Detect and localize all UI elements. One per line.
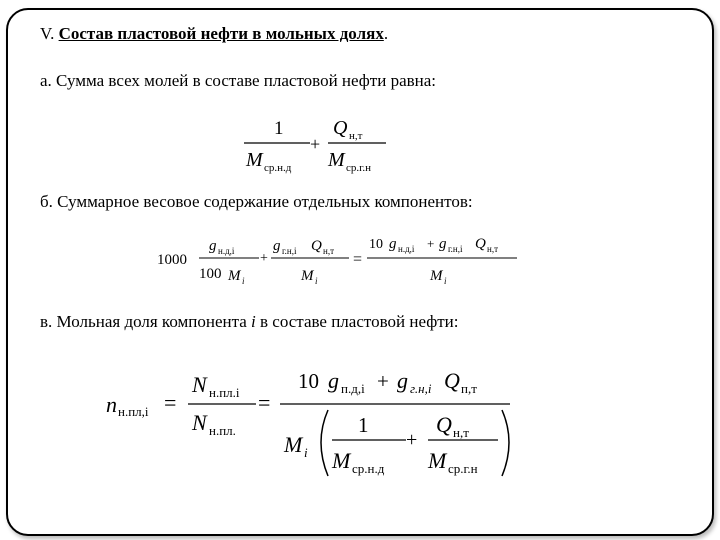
f2-M3: M (430, 268, 443, 284)
f3-right-paren (502, 410, 509, 476)
heading-title: Состав пластовой нефти в мольных долях (58, 24, 384, 43)
item-c-suffix: в составе пластовой нефти: (255, 312, 459, 331)
f2-sub-nt1: н,т (323, 246, 334, 256)
item-a-text: а. Сумма всех молей в составе пластовой нефти равна: (40, 71, 437, 90)
f2-sub-gni2: г.н,i (448, 244, 463, 254)
f3-eq2: = (258, 390, 271, 415)
f1-sub-nt: н,т (349, 130, 363, 142)
f2-10: 10 (369, 237, 383, 252)
f2-sub-i1: i (242, 276, 245, 286)
f3-one: 1 (358, 413, 369, 437)
item-c-text (40, 312, 458, 332)
f3-M3: M (428, 448, 447, 473)
f2-Q2: Q (475, 236, 486, 252)
f3-n: n (106, 392, 117, 417)
f3-sub-npli: н.пл,i (118, 404, 149, 419)
f3-g2: g (397, 368, 408, 393)
f3-10: 10 (298, 369, 319, 393)
section-heading (40, 24, 388, 44)
formula-weight-content (155, 230, 535, 290)
f3-M: M (284, 432, 303, 457)
f2-plus2: + (427, 236, 435, 251)
f3-sub-srgn: ср.г.н (448, 461, 478, 476)
f3-sub-Nnpli: н.пл.i (209, 385, 240, 400)
f3-g1: g (328, 368, 339, 393)
f3-M2: M (332, 448, 351, 473)
f3-sub-i: i (304, 445, 308, 460)
f2-g3: g (389, 236, 397, 252)
f2-g2: g (273, 238, 281, 254)
f2-g1: g (209, 238, 217, 254)
f3-plus1: + (377, 369, 389, 393)
f2-sub-ndi: н.д,i (218, 246, 235, 256)
f3-Q1: Q (444, 368, 460, 393)
f2-sub-gni: г.н,i (282, 246, 297, 256)
f2-plus1: + (260, 251, 268, 266)
item-c-prefix: в. Мольная доля компонента (40, 312, 252, 331)
f2-Q1: Q (311, 238, 322, 254)
f1-plus: + (310, 134, 321, 154)
f2-sub-i3: i (444, 276, 447, 286)
item-c-var: i (251, 312, 256, 331)
formula-moles-sum (240, 110, 440, 180)
f3-sub-gni: г.н,i (410, 381, 432, 396)
f2-sub-ndi2: н.д,i (398, 244, 415, 254)
f3-plus2: + (406, 429, 418, 451)
item-b-text: б. Суммарное весовое содержание отдельных компонентов: (40, 192, 473, 211)
f1-denominator-M2: M (328, 149, 345, 171)
f1-denominator-M: M (246, 149, 263, 171)
f3-Q2: Q (436, 412, 452, 437)
f3-N2: N (192, 410, 207, 435)
f1-numerator-1: 1 (274, 118, 284, 139)
formula-mole-fraction (100, 360, 520, 490)
f3-N1: N (192, 372, 207, 397)
f3-sub-nt: н,т (453, 425, 469, 440)
f2-sub-i2: i (315, 276, 318, 286)
f2-equals: = (353, 251, 363, 268)
heading-dot: . (383, 24, 389, 43)
f2-sub-nt2: н,т (487, 244, 498, 254)
f2-M2: M (301, 268, 314, 284)
f1-sub-srgn: ср.г.н (346, 162, 372, 174)
f2-100: 100 (199, 266, 222, 282)
f3-sub-Nnpl: н.пл. (209, 423, 236, 438)
f2-g4: g (439, 236, 447, 252)
f2-M1: M (228, 268, 241, 284)
heading-number: V. (40, 24, 55, 43)
f3-left-paren (321, 410, 328, 476)
f1-numerator-Q: Q (333, 117, 348, 139)
f3-sub-srnd: ср.н.д (352, 461, 385, 476)
f3-eq1: = (164, 390, 177, 415)
f1-sub-srnd: ср.н.д (264, 162, 292, 174)
f3-sub-pdi: п.д,i (341, 381, 365, 396)
f2-1000: 1000 (157, 252, 187, 268)
f3-sub-pt: п,т (461, 381, 477, 396)
